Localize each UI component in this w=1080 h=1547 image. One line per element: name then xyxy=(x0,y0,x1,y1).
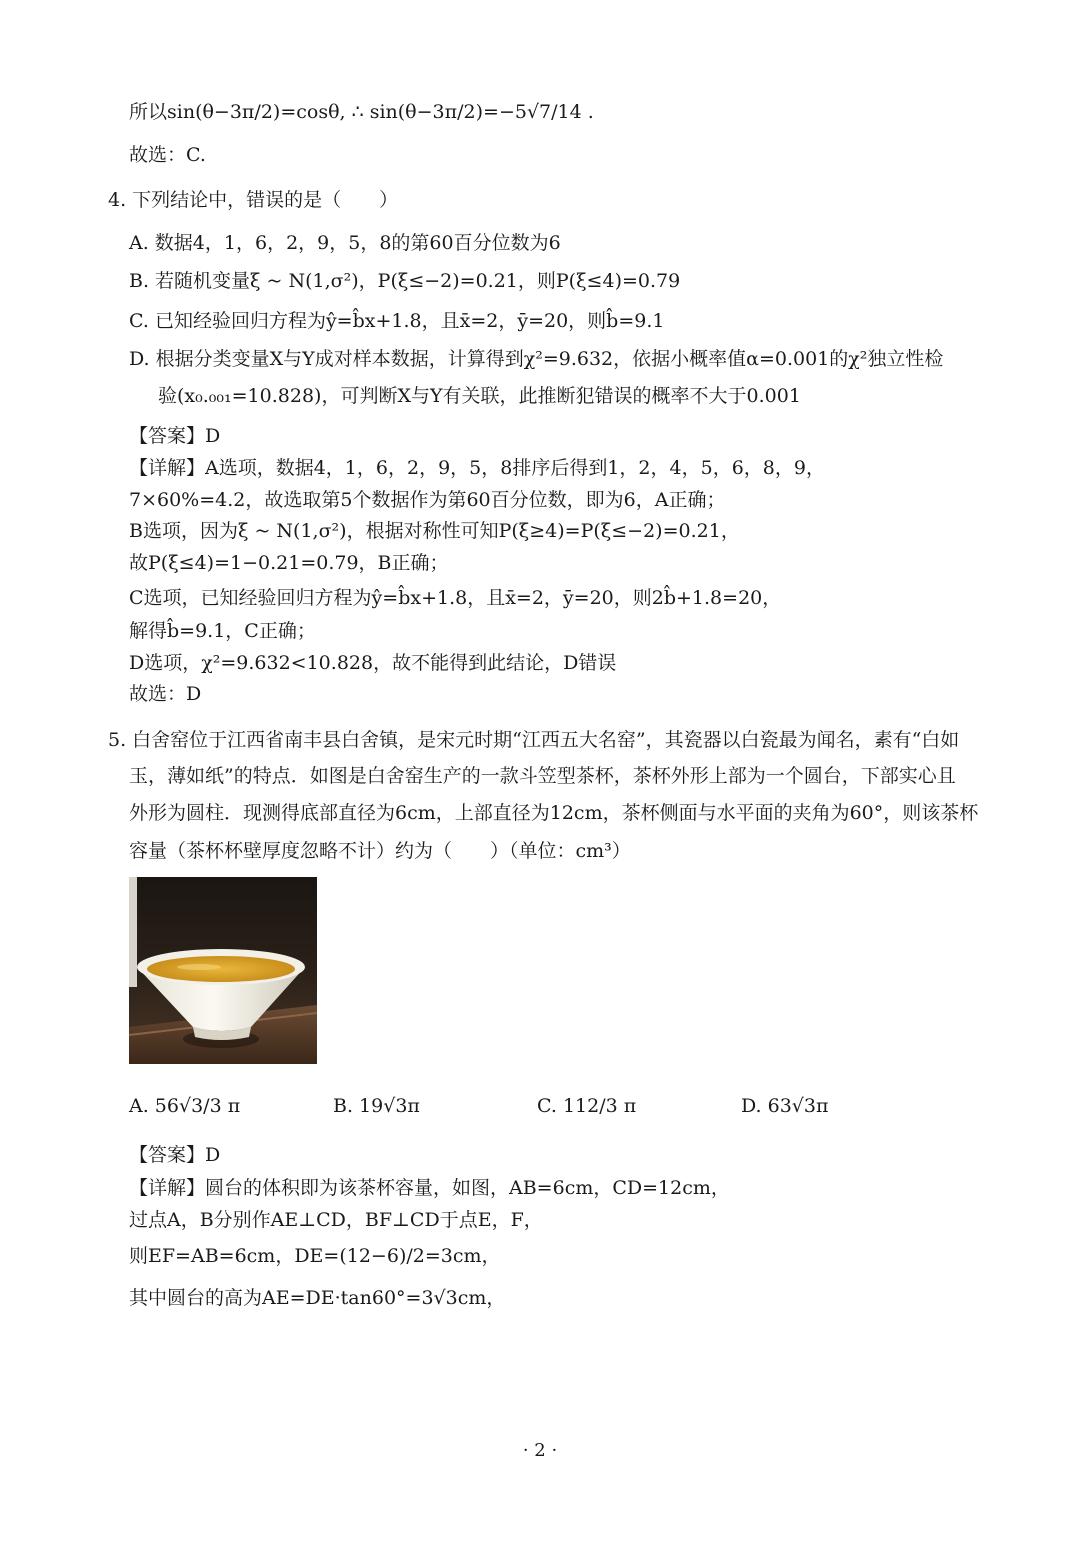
question-5-stem: 玉，薄如纸”的特点．如图是白舍窑生产的一款斗笠型茶杯，茶杯外形上部为一个圆台，下部实心且 xyxy=(129,765,956,787)
option-d: D. 根据分类变量X与Y成对样本数据，计算得到χ²=9.632，依据小概率值α=0.001的χ²独立性检 xyxy=(129,348,944,370)
option-a: A. 数据4，1，6，2，9，5，8的第60百分位数为6 xyxy=(129,232,561,254)
solution-line: 其中圆台的高为AE=DE·tan60°=3√3cm， xyxy=(129,1287,506,1309)
choice-a: A. 56√3/3 π xyxy=(129,1095,241,1117)
solution-line: 【详解】圆台的体积即为该茶杯容量，如图，AB=6cm，CD=12cm， xyxy=(129,1177,730,1199)
choice-c: C. 112/3 π xyxy=(537,1095,637,1117)
question-5-stem: 5. 白舍窑位于江西省南丰县白舍镇，是宋元时期“江西五大名窑”，其瓷器以白瓷最为闻名，素有“白如 xyxy=(108,729,960,751)
solution-line: B选项，因为ξ ~ N(1,σ²)，根据对称性可知P(ξ≥4)=P(ξ≤−2)=0.21， xyxy=(129,520,740,542)
question-5-stem: 外形为圆柱．现测得底部直径为6cm，上部直径为12cm，茶杯侧面与水平面的夹角为60°，则该茶杯 xyxy=(129,802,979,824)
answer-label: 【答案】D xyxy=(129,425,221,447)
solution-line: 故选：D xyxy=(129,683,202,705)
option-c: C. 已知经验回归方程为ŷ=b̂x+1.8，且x̄=2，ȳ=20，则b̂=9.1 xyxy=(129,310,665,332)
page-number: · 2 · xyxy=(522,1440,558,1461)
tea-cup-photo xyxy=(129,877,317,1064)
text-line: 故选：C. xyxy=(129,144,206,166)
question-4-stem: 4. 下列结论中，错误的是（ ） xyxy=(108,189,399,211)
text-line: 所以sin(θ−3π/2)=cosθ, ∴ sin(θ−3π/2)=−5√7/14 . xyxy=(129,101,594,123)
answer-label: 【答案】D xyxy=(129,1144,221,1166)
solution-line: 【详解】A选项，数据4，1，6，2，9，5，8排序后得到1，2，4，5，6，8，9， xyxy=(129,457,825,479)
option-b: B. 若随机变量ξ ~ N(1,σ²)，P(ξ≤−2)=0.21，则P(ξ≤4)=0.79 xyxy=(129,270,681,292)
solution-line: 故P(ξ≤4)=1−0.21=0.79，B正确； xyxy=(129,552,449,574)
solution-line: 7×60%=4.2，故选取第5个数据作为第60百分位数，即为6，A正确； xyxy=(129,489,726,511)
solution-line: 解得b̂=9.1，C正确； xyxy=(129,620,316,642)
option-d-cont: 验(x₀.₀₀₁=10.828)，可判断X与Y有关联，此推断犯错误的概率不大于0.001 xyxy=(158,385,801,407)
choice-d: D. 63√3π xyxy=(741,1095,829,1117)
solution-line: D选项，χ²=9.632<10.828，故不能得到此结论，D错误 xyxy=(129,652,617,674)
solution-line: 则EF=AB=6cm，DE=(12−6)/2=3cm， xyxy=(129,1245,501,1267)
choice-b: B. 19√3π xyxy=(333,1095,420,1117)
solution-line: 过点A，B分别作AE⊥CD，BF⊥CD于点E，F， xyxy=(129,1209,543,1231)
question-5-stem: 容量（茶杯杯壁厚度忽略不计）约为（ ）（单位：cm³） xyxy=(129,840,631,862)
solution-line: C选项，已知经验回归方程为ŷ=b̂x+1.8，且x̄=2，ȳ=20，则2b̂+1.8=20， xyxy=(129,587,782,609)
